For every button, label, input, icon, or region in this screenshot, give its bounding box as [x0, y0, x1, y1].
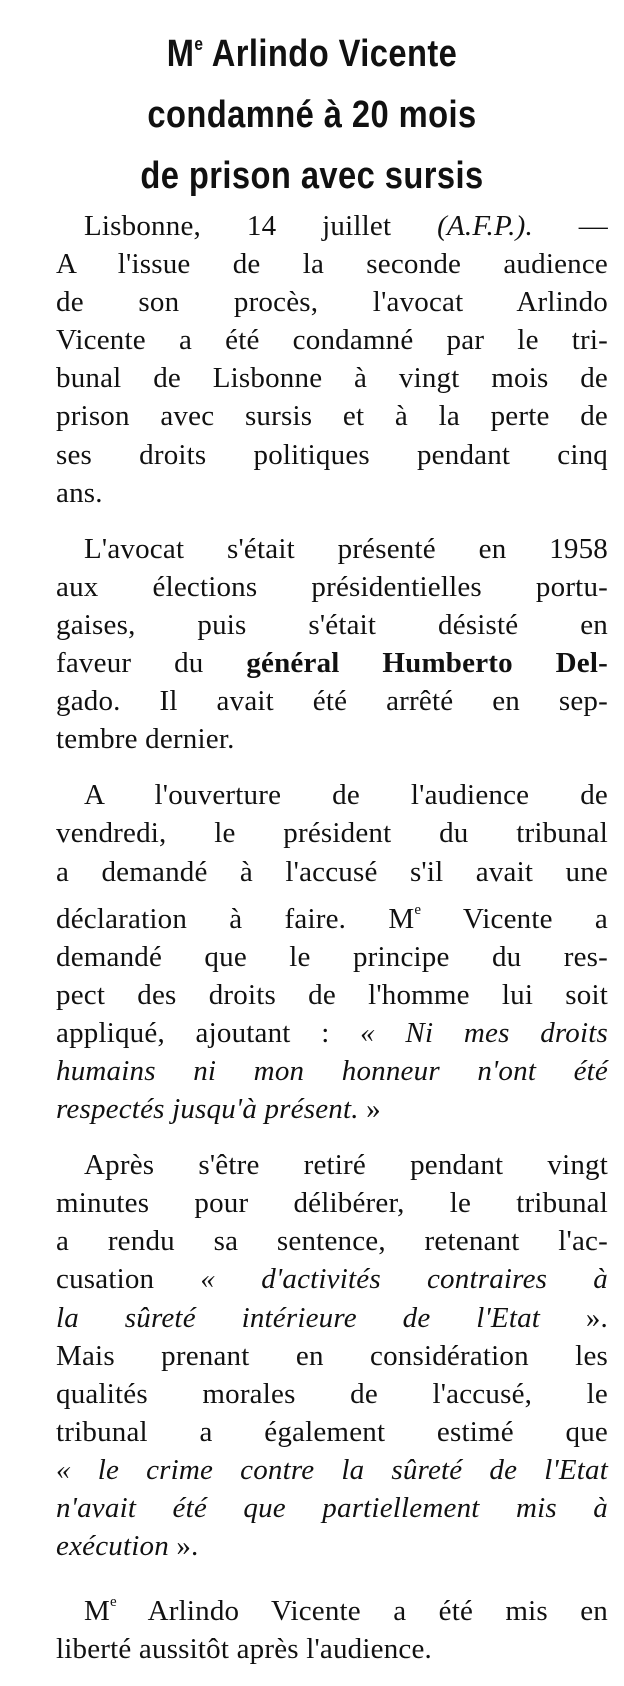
text-line — [56, 359, 608, 397]
text-run: » — [358, 1093, 381, 1126]
article-paragraph — [56, 207, 608, 512]
text-run: Mais prenant en considération les — [56, 1339, 608, 1372]
text-line — [56, 1489, 608, 1527]
text-line — [56, 1184, 608, 1222]
text-run: ». — [168, 1530, 199, 1563]
text-line — [56, 1413, 608, 1451]
text-run: gado. Il avait été arrêté en sep- — [56, 685, 608, 718]
text-run: exécution — [56, 1530, 169, 1563]
text-line — [56, 976, 608, 1014]
text-run: la sûreté intérieure de l'Etat — [56, 1301, 541, 1334]
text-line — [56, 1260, 608, 1298]
text-run: cusation — [56, 1263, 201, 1296]
text-run: ans. — [56, 476, 103, 509]
text-run: faveur du — [56, 647, 247, 680]
text-line — [56, 283, 608, 321]
text-run: a demandé à l'accusé s'il avait une — [56, 855, 608, 888]
text-line — [56, 1222, 608, 1260]
text-run: minutes pour délibérer, le tribunal — [56, 1187, 608, 1220]
text-line — [56, 853, 608, 891]
text-run: (A.F.P.). — [437, 210, 533, 242]
superscript: e — [110, 1594, 117, 1611]
text-line — [56, 207, 608, 245]
text-line — [56, 1630, 608, 1668]
text-run: Vicente a — [421, 902, 608, 935]
text-run: humains ni mon honneur n'ont été — [56, 1054, 608, 1087]
text-line — [56, 397, 608, 435]
text-run: pect des droits de l'homme lui soit — [56, 978, 608, 1011]
text-run: « le crime contre la sûreté de l'Etat — [56, 1453, 608, 1486]
text-line — [56, 814, 608, 852]
text-line — [56, 720, 608, 758]
text-run: Arlindo Vicente a été mis en — [116, 1595, 608, 1628]
text-run: A l'issue de la seconde audience — [56, 248, 608, 281]
headline-superscript: e — [194, 34, 204, 54]
text-line — [56, 938, 608, 976]
text-line — [56, 1052, 608, 1090]
text-run: vendredi, le président du tribunal — [56, 817, 608, 850]
text-run: prison avec sursis et à la perte de — [56, 400, 608, 433]
headline-line-3: de prison avec sursis — [140, 155, 484, 197]
text-run: ». — [540, 1301, 608, 1334]
headline — [44, 14, 581, 207]
article-paragraph — [56, 1583, 608, 1668]
text-line — [56, 1337, 608, 1375]
text-run: demandé que le principe du res- — [56, 940, 608, 973]
text-run: Vicente a été condamné par le tri- — [56, 324, 608, 357]
text-run: L'avocat s'était présenté en 1958 — [84, 532, 608, 565]
text-line — [56, 245, 608, 283]
text-run: « Ni mes droits — [360, 1016, 609, 1049]
headline-line-1: Me Arlindo Vicente — [166, 33, 458, 75]
text-run: ses droits politiques pendant cinq — [56, 438, 608, 471]
text-run: « d'activités contraires à — [200, 1263, 608, 1296]
text-line — [56, 606, 608, 644]
text-line — [56, 1451, 608, 1489]
text-run: Après s'être retiré pendant vingt — [84, 1149, 608, 1182]
text-line — [56, 1527, 608, 1565]
text-run: tribunal a également estimé que — [56, 1415, 608, 1448]
text-run: M — [84, 1595, 110, 1628]
text-run: Lisbonne, 14 juillet — [84, 210, 438, 242]
text-run: bunal de Lisbonne à vingt mois de — [56, 362, 608, 395]
article-paragraph — [56, 776, 608, 1128]
text-line — [56, 776, 608, 814]
text-line — [56, 436, 608, 474]
superscript: e — [414, 901, 422, 918]
text-run: déclaration à faire. M — [56, 902, 415, 935]
text-run: tembre dernier. — [56, 723, 235, 756]
text-run: appliqué, ajoutant : — [56, 1016, 361, 1049]
text-line — [56, 891, 608, 938]
article-paragraph — [56, 530, 608, 759]
text-run: qualités morales de l'accusé, le — [56, 1377, 608, 1410]
text-run: n'avait été que partiellement mis à — [56, 1492, 608, 1524]
text-line — [56, 682, 608, 720]
text-line — [56, 1299, 608, 1337]
article-body — [56, 207, 608, 1686]
text-run: aux élections présidentielles portu- — [56, 570, 608, 603]
text-line — [56, 644, 608, 682]
text-line — [56, 474, 608, 512]
text-line — [56, 1583, 608, 1630]
text-line — [56, 530, 608, 568]
text-run: général Humberto Del- — [246, 647, 608, 680]
text-line — [56, 321, 608, 359]
article-paragraph — [56, 1146, 608, 1565]
text-run: gaises, puis s'était désisté en — [56, 608, 608, 641]
text-line — [56, 1090, 608, 1128]
text-run: — — [532, 210, 608, 242]
text-line — [56, 1146, 608, 1184]
text-run: a rendu sa sentence, retenant l'ac- — [56, 1225, 608, 1258]
text-run: de son procès, l'avocat Arlindo — [56, 286, 608, 319]
headline-line-2: condamné à 20 mois — [147, 94, 477, 136]
text-run: A l'ouverture de l'audience de — [84, 779, 608, 812]
text-run: respectés jusqu'à présent. — [56, 1093, 359, 1126]
text-line — [56, 1014, 608, 1052]
text-line — [56, 568, 608, 606]
text-line — [56, 1375, 608, 1413]
text-run: liberté aussitôt après l'audience. — [56, 1633, 432, 1666]
